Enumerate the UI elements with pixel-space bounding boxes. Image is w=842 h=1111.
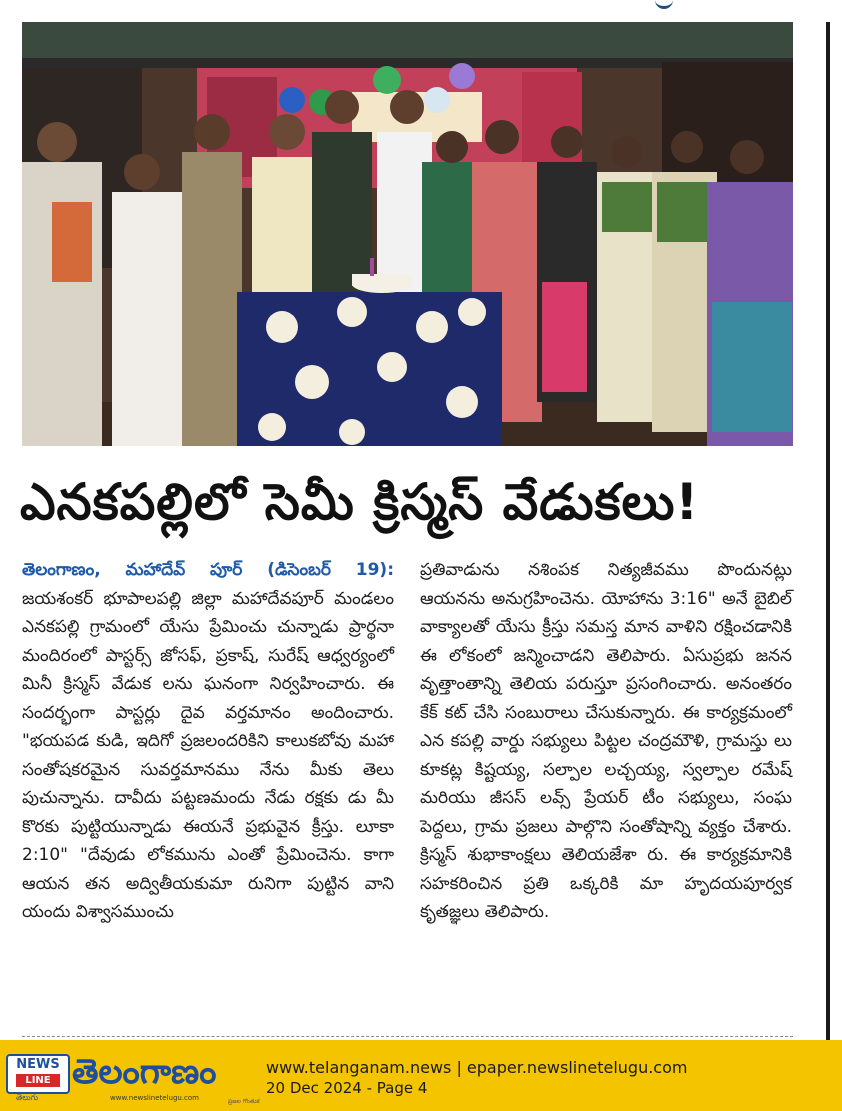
newsline-logo [6,1054,70,1094]
page-right-rule [826,22,830,1040]
logo-news-text: NEWS [16,1057,60,1072]
article-column-right [420,556,792,927]
top-accent-mark [655,0,673,9]
article-column-left [22,556,394,927]
masthead-title: తెలంగాణం [72,1052,217,1092]
article-body-left: జయశంకర్ భూపాలపల్లి జిల్లా మహాదేవపూర్ మండలం ఎనకపల్లి గ్రామంలో యేసు ప్రేమించు చున్నాడు ప్రార్థనా మందిరంలో పాస్టర్స్ జోసఫ్, ప్రకాష్, సురేష్ ఆధ్వర్యంలో మినీ క్రిస్మస్ వేడుక లను ఘనంగా నిర్వహించారు. ఈ సందర్భంగా పాస్టర్లు దైవ వర్తమానం అందించారు. "భయపడ కుడి, ఇదిగో ప్రజలందరికిని కాలుకబోవు మహా సంతోషకరమైన సువర్తమానము నేను మీకు తెలు పుచున్నాను. దావీదు పట్టణమందు నేడు రక్షకు డు మీ కొరకు పుట్టియున్నాడు ఈయనే ప్రభువైన క్రీస్తు. లూకా 2:10" "దేవుడు లోకమును ఎంతో ప్రేమించెను. కాగా ఆయన తన అద్వితీయకుమా రునిగా పుట్టిన వాని యందు విశ్వాసముంచు [22,588,394,922]
article-dateline: తెలంగాణం, మహాదేవ్ పూర్ (డిసెంబర్ 19): [22,560,394,580]
article-body-right: ప్రతివాడును నశింపక నిత్యజీవము పొందునట్లు ఆయనను అనుగ్రహించెను. యోహాను 3:16" అనే బైబిల్ వాక్యాలతో యేసు క్రీస్తు సమస్త మాన వాళిని రక్షించడానికి ఈ లోకంలో జన్మించాడని తెలిపారు. ఏసుప్రభు జనన వృత్తాంతాన్ని తెలియ పరుస్తూ ప్రసంగించారు. అనంతరం కేక్ కట్ చేసి సంబురాలు చేసుకున్నారు. ఈ కార్యక్రమంలో ఎన కపల్లి వార్డు సభ్యులు పిట్టల చంద్రమౌళి, గ్రామస్తు లు కూకట్ల కిష్టయ్య, సల్పాల లచ్చయ్య, స్వల్పాల రమేష్ మరియు జీసస్ లవ్స్ ప్రేయర్ టీం సభ్యులు, సంఘ పెద్దలు, గ్రామ ప్రజలు పాల్గొని సంతోషాన్ని వ్యక్తం చేశారు. క్రిస్మస్ శుభాకాంక్షలు తెలియజేశా రు. ఈ కార్యక్రమానికి సహకరించిన ప్రతి ఒక్కరికి మా హృదయపూర్వక కృతజ్ఞలు తెలిపారు. [420,560,792,922]
logo-sub-text: తెలుగు [16,1093,39,1102]
footer-edition: 20 Dec 2024 - Page 4 [266,1079,428,1097]
masthead-tagline: ప్రజల గొంతుక [228,1098,260,1105]
footer-links[interactable]: www.telanganam.news | epaper.newslinetelugu.com [266,1058,688,1077]
article-headline: ఎనకపల్లిలో సెమీ క్రిస్మస్ వేడుకలు! [20,473,700,531]
masthead-url: www.newslinetelugu.com [110,1094,199,1102]
footer-bar [0,1040,842,1111]
article-photo [22,22,793,446]
logo-line-text: LINE [16,1074,60,1087]
footer-divider [22,1036,793,1037]
